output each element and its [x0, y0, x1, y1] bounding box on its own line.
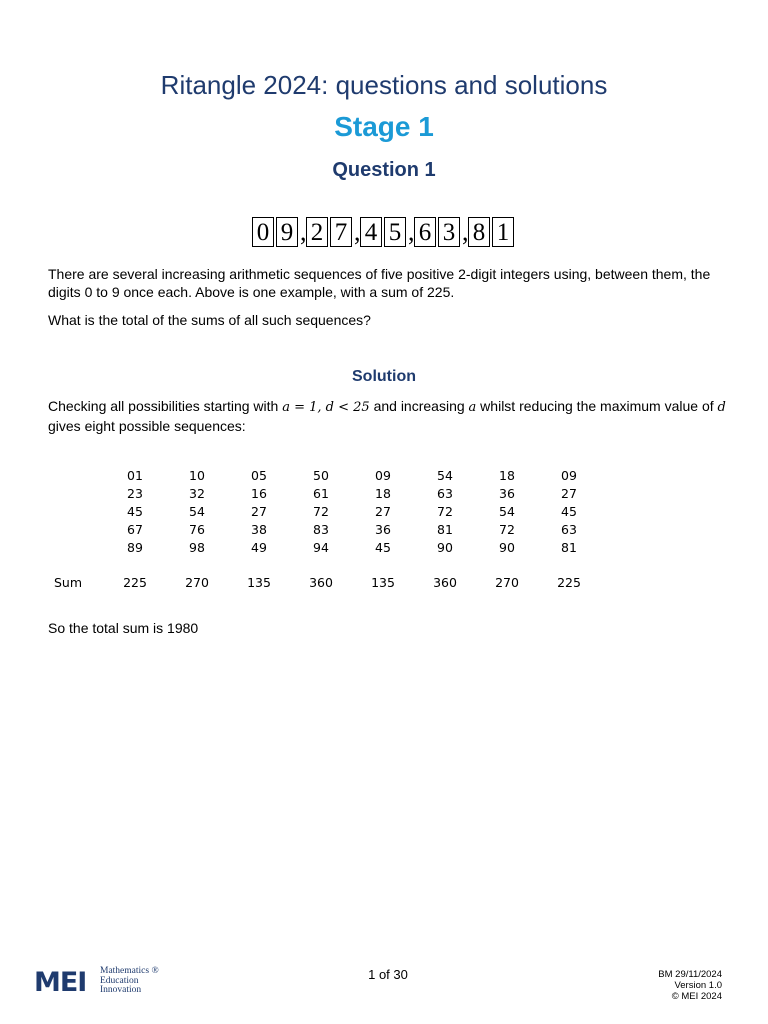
digit-box: 9 [276, 217, 298, 247]
sequence-cell: 54 [189, 503, 205, 519]
solution-intro-text: gives eight possible sequences: [48, 418, 246, 434]
solution-intro-text: Checking all possibilities starting with [48, 398, 283, 414]
sequence-cell: 36 [499, 485, 515, 501]
logo-line: Education [100, 975, 139, 986]
comma-separator: , [408, 217, 415, 246]
example-digit-boxes [0, 217, 768, 247]
sequence-cell: 01 [127, 467, 143, 483]
digit-box: 3 [438, 217, 460, 247]
solution-intro [48, 397, 728, 435]
solution-intro-text: whilst reducing the maximum value of [476, 398, 718, 414]
digit-pair [414, 217, 462, 247]
meta-line: © MEI 2024 [671, 991, 722, 1002]
sequence-cell: 54 [437, 467, 453, 483]
solution-heading: Solution [352, 368, 416, 385]
sum-cell: 270 [185, 574, 209, 590]
sequence-cell: 98 [189, 539, 205, 555]
sum-cell: 270 [495, 574, 519, 590]
logo-line: Innovation [100, 985, 142, 995]
sequence-cell: 72 [499, 521, 515, 537]
table-spacer [48, 556, 600, 573]
digit-box: 5 [384, 217, 406, 247]
stage-title: Stage 1 [334, 111, 434, 142]
digit-box: 1 [492, 217, 514, 247]
row-label [48, 484, 104, 502]
digit-pair [252, 217, 300, 247]
sequence-cell: 54 [499, 503, 515, 519]
row-label [48, 502, 104, 520]
sequence-cell: 72 [437, 503, 453, 519]
sequence-cell: 83 [313, 521, 329, 537]
digit-box: 0 [252, 217, 274, 247]
digit-box: 4 [360, 217, 382, 247]
sequence-cell: 36 [375, 521, 391, 537]
sum-cell: 360 [433, 574, 457, 590]
meta-line: Version 1.0 [674, 980, 722, 991]
sequence-cell: 90 [437, 539, 453, 555]
digit-pair [306, 217, 354, 247]
sum-cell: 360 [309, 574, 333, 590]
logo-line: Mathematics ® [100, 966, 159, 976]
digit-box: 2 [306, 217, 328, 247]
sequence-cell: 27 [561, 485, 577, 501]
table-row [48, 484, 600, 502]
sum-cell: 135 [247, 574, 271, 590]
row-label [48, 466, 104, 484]
table-row [48, 538, 600, 556]
sequence-cell: 50 [313, 467, 329, 483]
sequence-cell: 63 [437, 485, 453, 501]
sequence-cell: 27 [251, 503, 267, 519]
math-variable: d [717, 400, 726, 415]
sequence-cell: 72 [313, 503, 329, 519]
comma-separator: , [462, 217, 469, 246]
sequence-cell: 45 [127, 503, 143, 519]
logo-mark: MEI [34, 967, 87, 998]
sequence-cell: 09 [375, 467, 391, 483]
sequence-cell: 76 [189, 521, 205, 537]
question-title: Question 1 [332, 159, 436, 181]
spacer-cell [48, 556, 600, 573]
sequence-cell: 81 [561, 539, 577, 555]
sequence-cell: 09 [561, 467, 577, 483]
sequence-cell: 89 [127, 539, 143, 555]
digit-box: 7 [330, 217, 352, 247]
digit-pair [468, 217, 516, 247]
question-paragraph: There are several increasing arithmetic sequences of five positive 2-digit integers using, between them, the digits 0 to 9 once each. Above is one example, with a sum of 225. [48, 266, 711, 300]
sequence-cell: 23 [127, 485, 143, 501]
sequence-cell: 81 [437, 521, 453, 537]
sequence-cell: 63 [561, 521, 577, 537]
table-row [48, 502, 600, 520]
sequence-cell: 32 [189, 485, 205, 501]
sequence-cell: 18 [499, 467, 515, 483]
sequence-cell: 38 [251, 521, 267, 537]
sum-row [48, 573, 600, 591]
sum-cell: 225 [557, 574, 581, 590]
digit-box: 8 [468, 217, 490, 247]
sequence-cell: 61 [313, 485, 329, 501]
digit-pair [360, 217, 408, 247]
table-row [48, 466, 600, 484]
sum-cell: 135 [371, 574, 395, 590]
meta-line: BM 29/11/2024 [658, 969, 722, 980]
sequence-cell: 18 [375, 485, 391, 501]
solution-intro-text: and increasing [369, 398, 469, 414]
row-label [48, 538, 104, 556]
document-meta [658, 969, 722, 1002]
sequence-cell: 90 [499, 539, 515, 555]
document-title: Ritangle 2024: questions and solutions [160, 70, 608, 100]
comma-separator: , [300, 217, 307, 246]
sum-label: Sum [54, 574, 83, 590]
row-label [48, 520, 104, 538]
sequence-cell: 05 [251, 467, 267, 483]
sum-cell: 225 [123, 574, 147, 590]
math-variable: a [468, 400, 477, 415]
sequence-cell: 94 [313, 539, 329, 555]
question-prompt: What is the total of the sums of all such sequences? [48, 312, 371, 328]
sequence-cell: 49 [251, 539, 267, 555]
comma-separator: , [354, 217, 361, 246]
digit-box: 6 [414, 217, 436, 247]
solution-conclusion: So the total sum is 1980 [48, 620, 199, 636]
sequence-cell: 27 [375, 503, 391, 519]
sequence-cell: 45 [561, 503, 577, 519]
sequence-cell: 67 [127, 521, 143, 537]
sequence-table [48, 466, 600, 591]
sequence-cell: 45 [375, 539, 391, 555]
page-number: 1 of 30 [368, 967, 408, 982]
sequence-cell: 16 [251, 485, 267, 501]
sequence-cell: 10 [189, 467, 205, 483]
table-row [48, 520, 600, 538]
math-expression: a = 1, d < 25 [282, 400, 370, 415]
